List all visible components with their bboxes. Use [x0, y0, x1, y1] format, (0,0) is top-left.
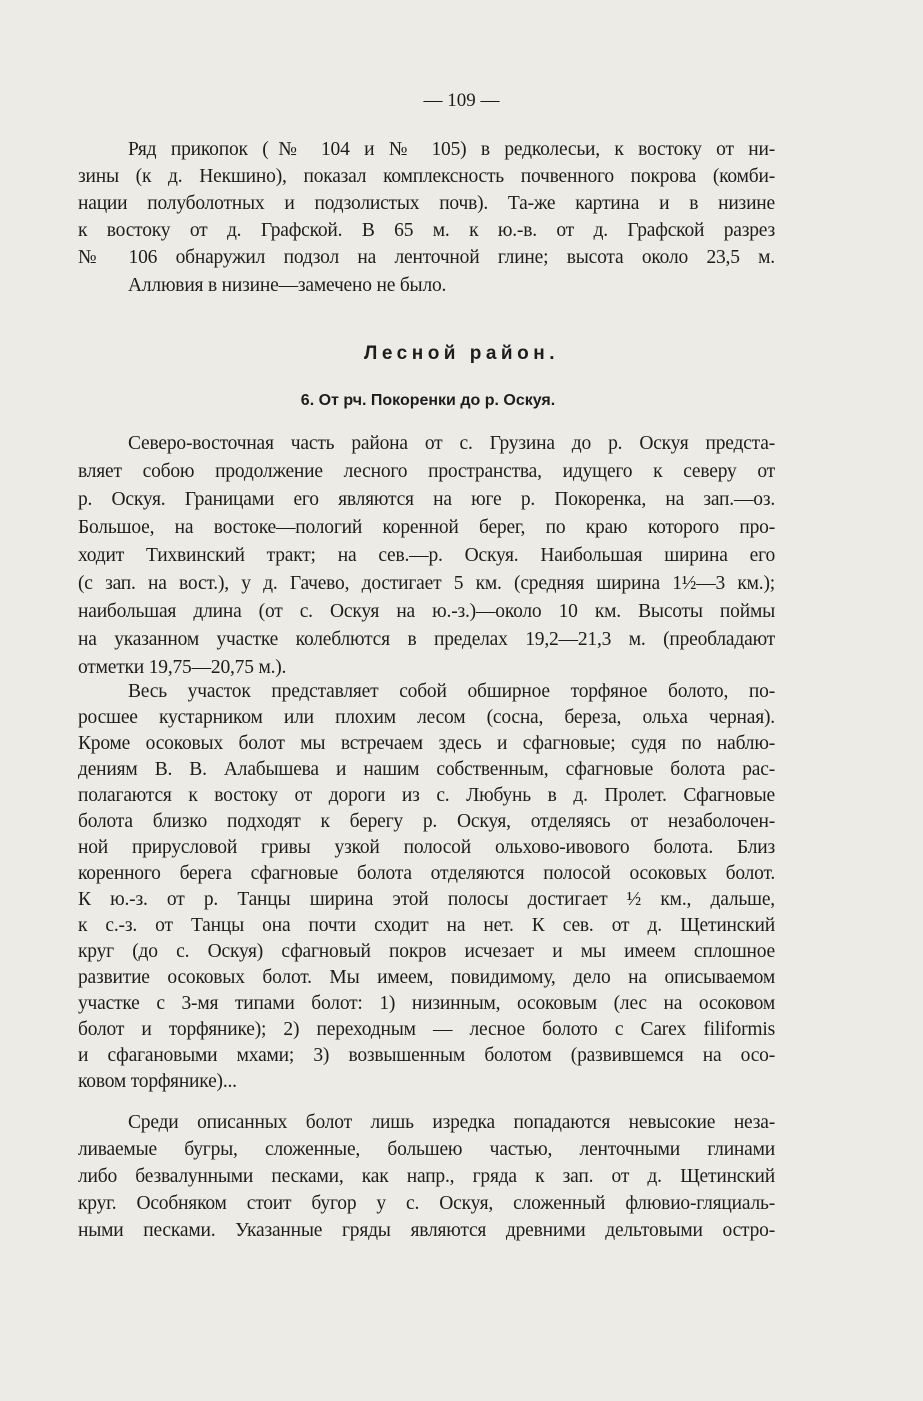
text-line: круг (до с. Оскуя) сфагновый покров исчезает и мы имеем сплошное	[78, 941, 775, 962]
text-line: зины (к д. Некшино), показал комплексность почвенного покрова (комби-	[78, 166, 775, 187]
text-line: вляет собою продолжение лесного пространства, идущего к северу от	[78, 461, 775, 482]
text-line: развитие осоковых болот. Мы имеем, повидимому, дело на описываемом	[78, 967, 775, 988]
text-line: круг. Особняком стоит бугор у с. Оскуя, сложенный флювио-гляциаль-	[78, 1193, 775, 1214]
text-line: Среди описанных болот лишь изредка попадаются невысокие неза-	[128, 1112, 775, 1133]
text-line: к востоку от д. Графской. В 65 м. к ю.-в. от д. Графской разрез	[78, 220, 775, 241]
text-line: коренного берега сфагновые болота отделяются полосой осоковых болот.	[78, 863, 775, 884]
text-line: № 106 обнаружил подзол на ленточной глине; высота около 23,5 м.	[78, 247, 775, 268]
text-line: К ю.-з. от р. Танцы ширина этой полосы достигает ½ км., дальше,	[78, 889, 775, 910]
text-line: наибольшая длина (от с. Оскуя на ю.-з.)—около 10 км. Высоты поймы	[78, 601, 775, 622]
text-line: к с.-з. от Танцы она почти сходит на нет. К сев. от д. Щетинский	[78, 915, 775, 936]
text-line: участке с 3-мя типами болот: 1) низинным, осоковым (лес на осоковом	[78, 993, 775, 1014]
text-line: отметки 19,75—20,75 м.).	[78, 657, 287, 678]
text-line: дениям В. В. Алабышева и нашим собственным, сфагновые болота рас-	[78, 759, 775, 780]
text-line: Большое, на востоке—пологий коренной берег, по краю которого про-	[78, 517, 775, 538]
text-line: Кроме осоковых болот мы встречаем здесь и сфагновые; судя по наблю-	[78, 733, 775, 754]
subsection-title: 6. От рч. Покоренки до р. Оскуя.	[300, 392, 556, 409]
text-line: либо безвалунными песками, как напр., гряда к зап. от д. Щетинский	[78, 1166, 775, 1187]
text-line: и сфагановыми мхами; 3) возвышенным болотом (развившемся на осо-	[78, 1045, 775, 1066]
alluvium-line: Аллювия в низине—замечено не было.	[128, 275, 447, 296]
text-line: ходит Тихвинский тракт; на сев.—р. Оскуя. Наибольшая ширина его	[78, 545, 775, 566]
text-line: нации полуболотных и подзолистых почв). Та-же картина и в низине	[78, 193, 775, 214]
text-line: ковом торфянике)...	[78, 1071, 237, 1092]
text-line: болота близко подходят к берегу р. Оскуя, отделяясь от незаболочен-	[78, 811, 775, 832]
text-line: (с зап. на вост.), у д. Гачево, достигает 5 км. (средняя ширина 1½—3 км.);	[78, 573, 775, 594]
text-line: ливаемые бугры, сложенные, большею частью, ленточными глинами	[78, 1139, 775, 1160]
text-line: Северо-восточная часть района от с. Грузина до р. Оскуя предста-	[128, 433, 775, 454]
text-line: росшее кустарником или плохим лесом (сосна, береза, ольха черная).	[78, 707, 775, 728]
page-number: — 109 —	[423, 90, 500, 111]
text-line: ными песками. Указанные гряды являются древними дельтовыми остро-	[78, 1220, 775, 1241]
text-line: ной прирусловой гривы узкой полосой ольхово-ивового болота. Близ	[78, 837, 775, 858]
text-line: болот и торфянике); 2) переходным — лесное болото с Carex filiformis	[78, 1019, 775, 1040]
text-line: Ряд прикопок (№ 104 и № 105) в редколесьи, к востоку от ни-	[128, 139, 775, 160]
text-line: на указанном участке колеблются в пределах 19,2—21,3 м. (преобладают	[78, 629, 775, 650]
text-line: полагаются к востоку от дороги из с. Любунь в д. Пролет. Сфагновые	[78, 785, 775, 806]
text-line: Весь участок представляет собой обширное торфяное болото, по-	[128, 681, 775, 702]
section-title: Лесной район.	[364, 343, 559, 364]
text-line: р. Оскуя. Границами его являются на юге р. Покоренка, на зап.—оз.	[78, 489, 775, 510]
